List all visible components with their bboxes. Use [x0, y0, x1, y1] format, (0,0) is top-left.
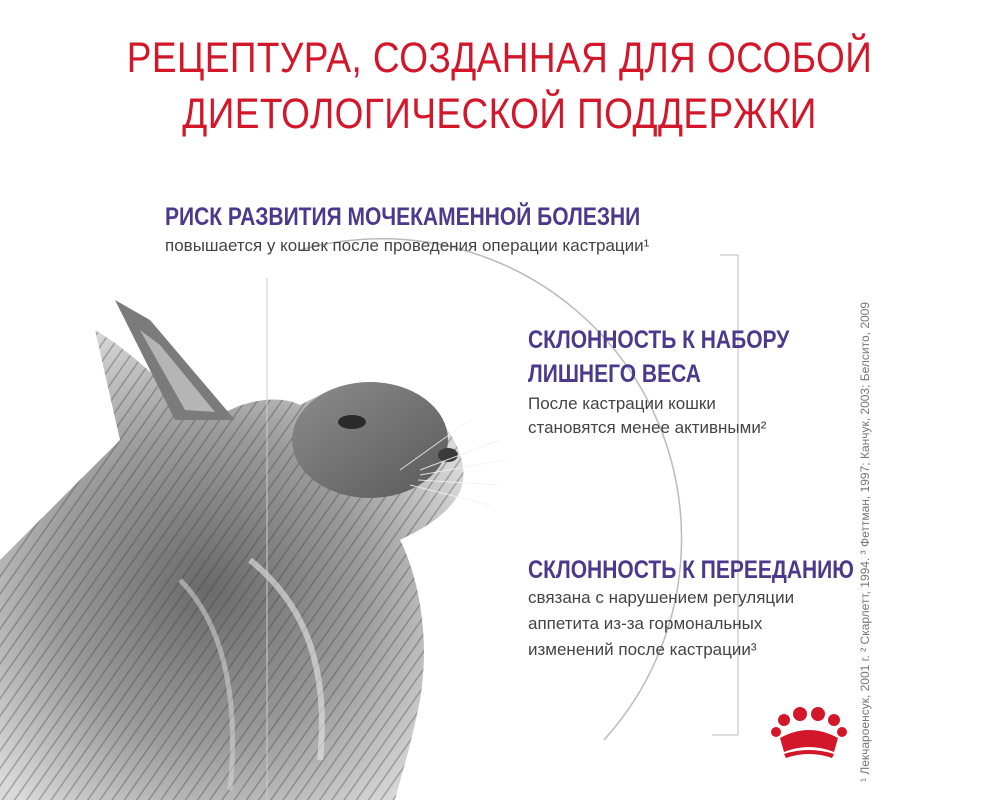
- weight-text-line-2: становятся менее активными²: [528, 418, 767, 437]
- weight-heading-line-1: СКЛОННОСТЬ К НАБОРУ: [528, 326, 790, 354]
- footnote-references: ¹ Лекчароенсук, 2001 г. ² Скарлетт, 1994. ³ Феттман, 1997; Канчук, 2003; Белсито, 2009: [858, 301, 872, 782]
- weight-heading-line-2: ЛИШНЕГО ВЕСА: [528, 360, 701, 388]
- title-line-2: ДИЕТОЛОГИЧЕСКОЙ ПОДДЕРЖКИ: [182, 90, 817, 138]
- cat-eye: [338, 415, 366, 429]
- risk-text: повышается у кошек после проведения операции кастрации¹: [165, 236, 650, 255]
- cat-photo: [0, 300, 505, 800]
- overeating-text-line-1: связана с нарушением регуляции: [528, 588, 795, 607]
- royal-crown-logo: [771, 707, 847, 758]
- risk-heading: РИСК РАЗВИТИЯ МОЧЕКАМЕННОЙ БОЛЕЗНИ: [165, 203, 641, 231]
- overeating-text-line-3: изменений после кастрации³: [528, 640, 757, 659]
- title-line-1: РЕЦЕПТУРА, СОЗДАННАЯ ДЛЯ ОСОБОЙ: [126, 34, 873, 82]
- overeating-text-line-2: аппетита из-за гормональных: [528, 614, 763, 633]
- overeating-heading: СКЛОННОСТЬ К ПЕРЕЕДАНИЮ: [528, 556, 854, 584]
- weight-text-line-1: После кастрации кошки: [528, 394, 716, 413]
